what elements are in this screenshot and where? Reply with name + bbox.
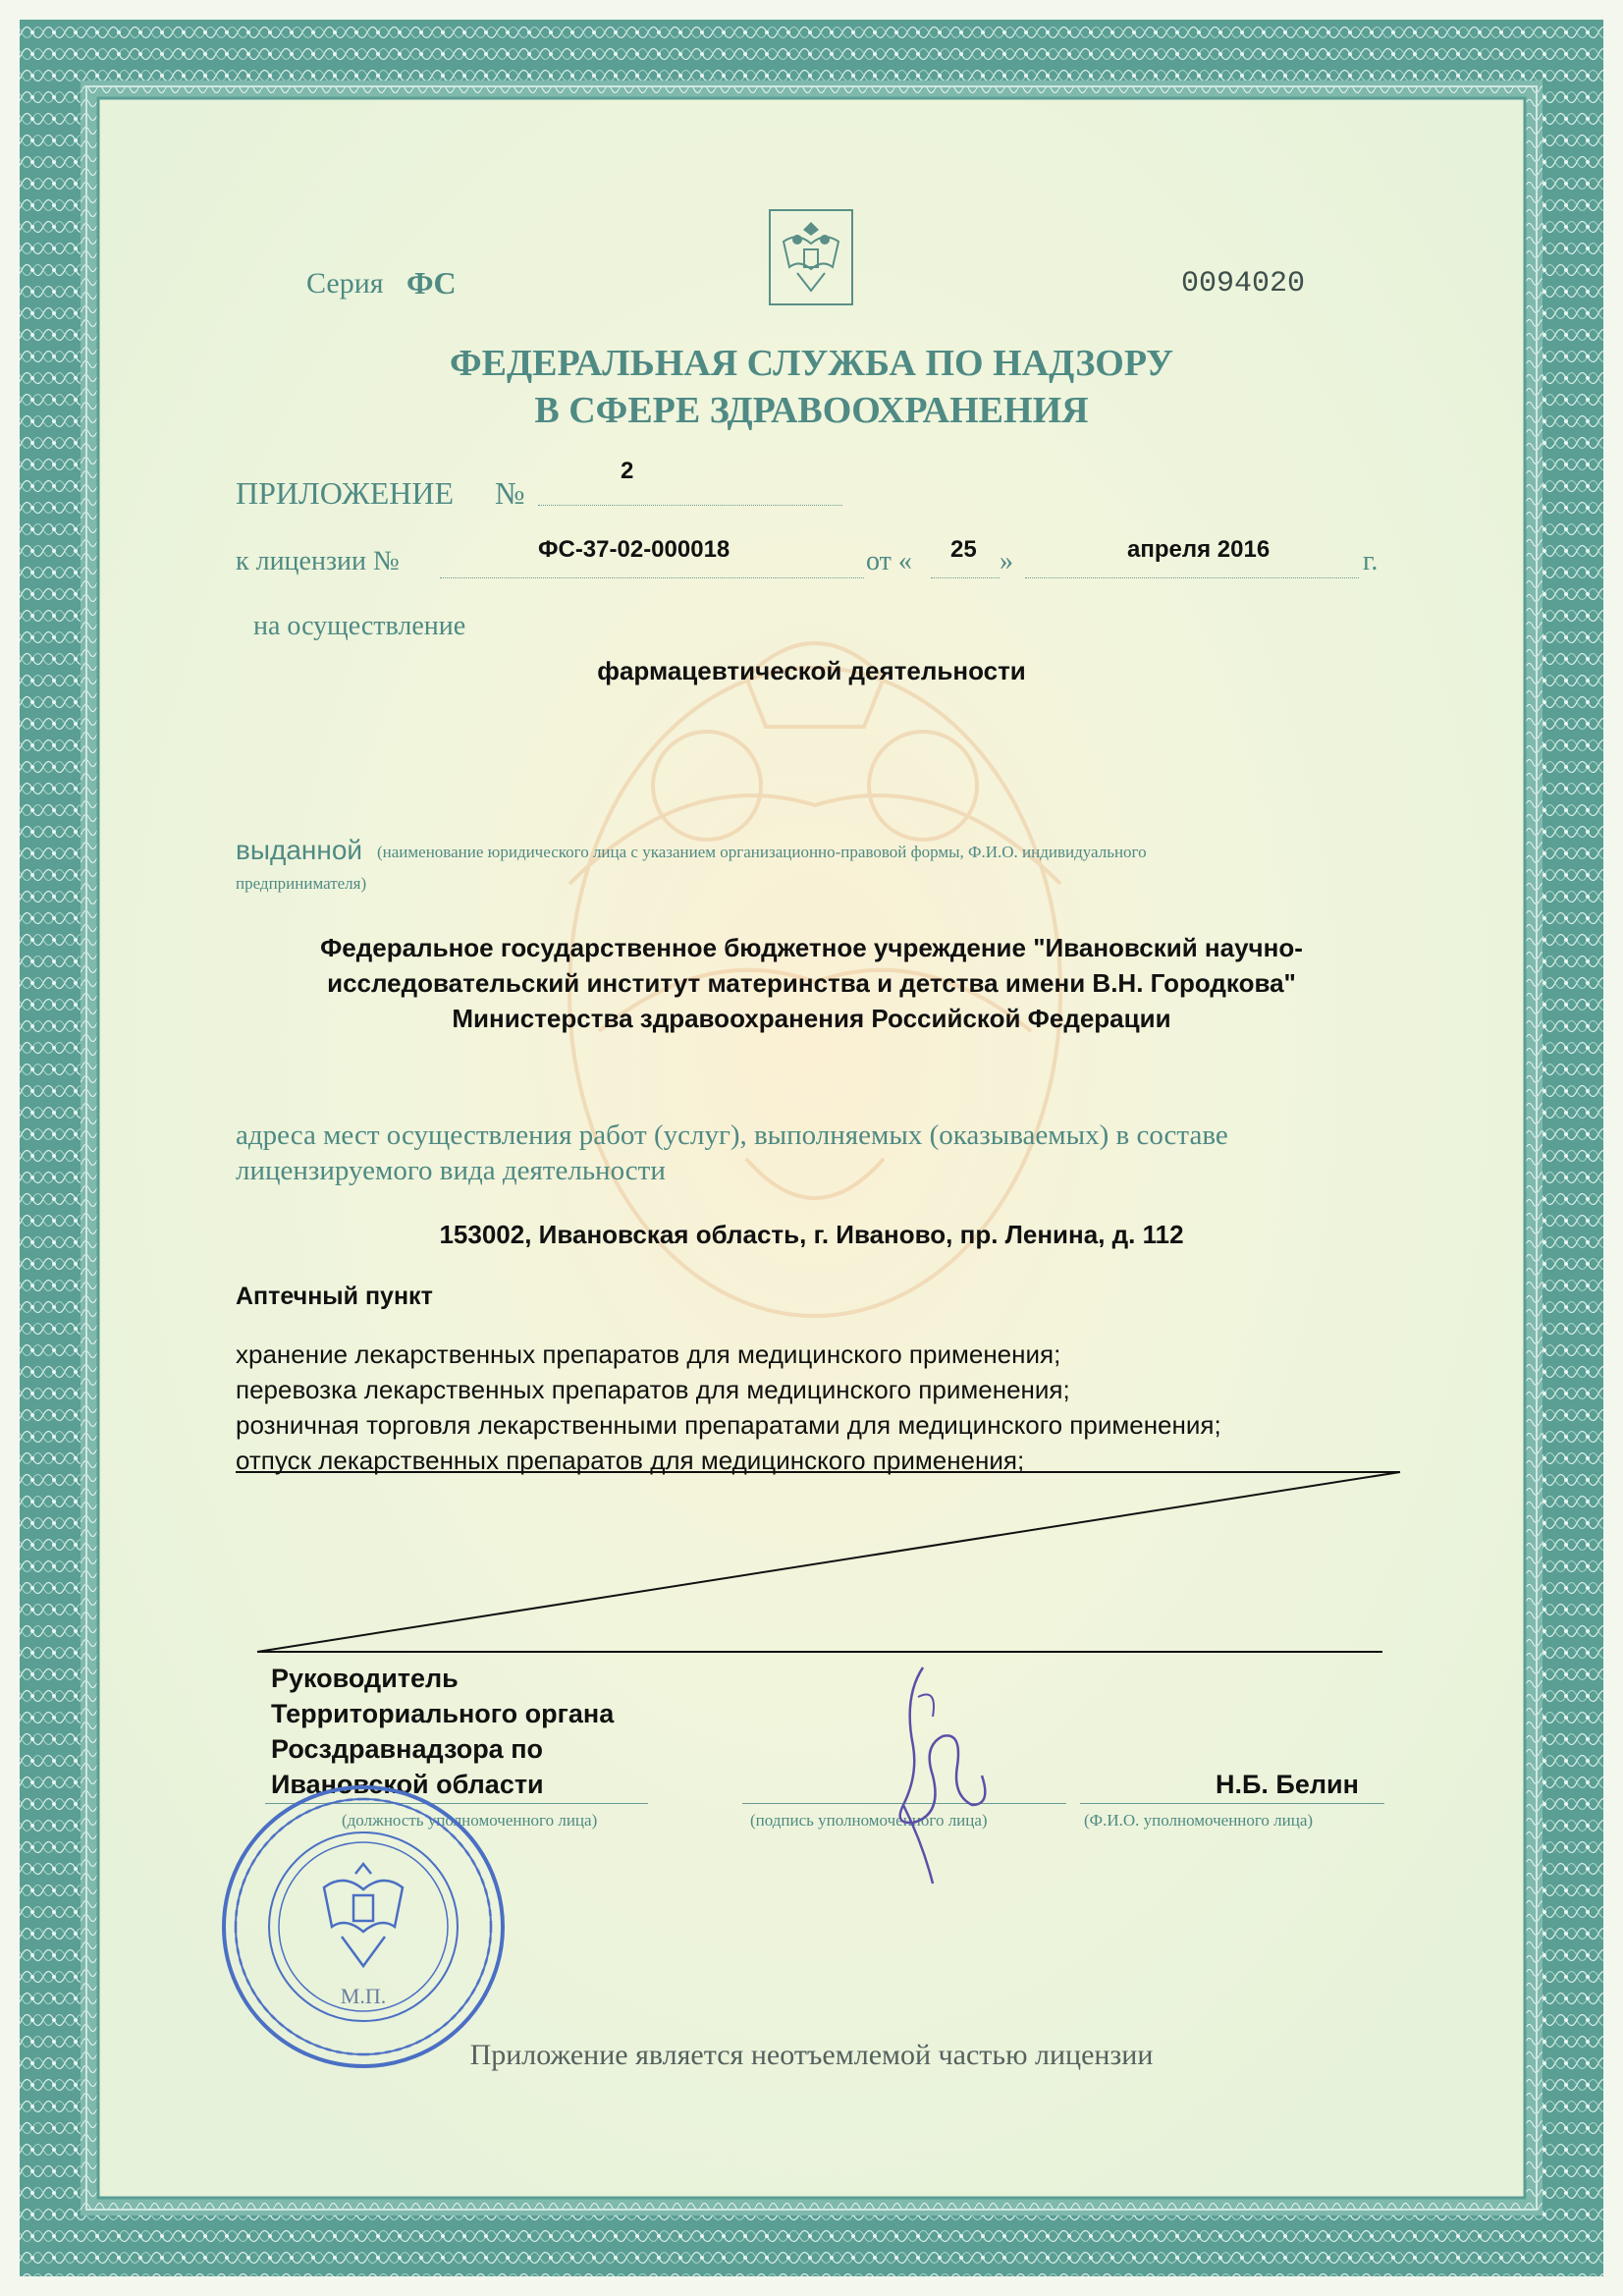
official-stamp bbox=[216, 1779, 511, 2074]
signer-position-line3: Росздравнадзора по bbox=[271, 1734, 544, 1764]
license-from-label: от « bbox=[866, 546, 912, 576]
caption-position: (должность уполномоченного лица) bbox=[342, 1811, 598, 1830]
caption-signature: (подпись уполномоченного лица) bbox=[750, 1811, 988, 1830]
service-item: отпуск лекарственных препаратов для медицинского применения; bbox=[236, 1446, 1025, 1475]
form-number: 0094020 bbox=[1181, 267, 1306, 301]
service-item: хранение лекарственных препаратов для медицинского применения; bbox=[236, 1339, 1061, 1369]
series-value: ФС bbox=[406, 265, 457, 301]
license-day: 25 bbox=[950, 536, 977, 563]
license-quote-close: » bbox=[1000, 546, 1013, 576]
caption-name: (Ф.И.О. уполномоченного лица) bbox=[1084, 1811, 1314, 1830]
service-item: розничная торговля лекарственными препаратами для медицинского применения; bbox=[236, 1410, 1221, 1440]
license-number: ФС-37-02-000018 bbox=[538, 536, 730, 563]
addresses-label-line1: адреса мест осуществления работ (услуг), выполняемых (оказываемых) в составе bbox=[236, 1120, 1228, 1151]
issued-label: выданной bbox=[236, 835, 363, 865]
stamp-mp-text: М.П. bbox=[340, 1984, 387, 2008]
issued-org-line3: Министерства здравоохранения Российской Федерации bbox=[452, 1004, 1171, 1033]
license-month-year: апреля 2016 bbox=[1127, 536, 1271, 563]
issued-hint-line1: (наименование юридического лица с указанием организационно-правовой формы, Ф.И.О. индивидуального bbox=[377, 843, 1147, 861]
addresses-label-line2: лицензируемого вида деятельности bbox=[236, 1155, 666, 1186]
handwritten-signature bbox=[864, 1658, 1001, 1893]
name-underline bbox=[1080, 1803, 1384, 1804]
license-label: к лицензии № bbox=[236, 546, 400, 576]
license-year-suffix: г. bbox=[1363, 546, 1379, 576]
signer-name: Н.Б. Белин bbox=[1216, 1770, 1359, 1799]
place: Аптечный пункт bbox=[236, 1283, 433, 1310]
footer-note: Приложение является неотъемлемой частью лицензии bbox=[469, 2039, 1154, 2071]
org-title-line1: ФЕДЕРАЛЬНАЯ СЛУЖБА ПО НАДЗОРУ bbox=[450, 343, 1173, 384]
issued-org-line1: Федеральное государственное бюджетное учреждение "Ивановский научно- bbox=[320, 933, 1303, 962]
appendix-number-sign: № bbox=[495, 475, 525, 511]
series-label: Серия bbox=[306, 267, 384, 300]
signer-position-line4: Ивановской области bbox=[271, 1770, 544, 1799]
address: 153002, Ивановская область, г. Иваново, пр. Ленина, д. 112 bbox=[439, 1220, 1184, 1249]
org-title-line2: В СФЕРЕ ЗДРАВООХРАНЕНИЯ bbox=[534, 390, 1089, 431]
appendix-label: ПРИЛОЖЕНИЕ bbox=[236, 475, 455, 511]
activity-value: фармацевтической деятельности bbox=[597, 656, 1026, 685]
appendix-number: 2 bbox=[621, 458, 634, 484]
issued-org-line2: исследовательский институт материнства и детства имени В.Н. Городкова" bbox=[327, 968, 1296, 998]
activity-label: на осуществление bbox=[253, 611, 466, 641]
signer-position-line1: Руководитель bbox=[271, 1664, 459, 1693]
service-item: перевозка лекарственных препаратов для медицинского применения; bbox=[236, 1375, 1070, 1404]
signer-position-line2: Территориального органа bbox=[271, 1699, 615, 1728]
issued-hint-line2: предпринимателя) bbox=[236, 874, 367, 893]
